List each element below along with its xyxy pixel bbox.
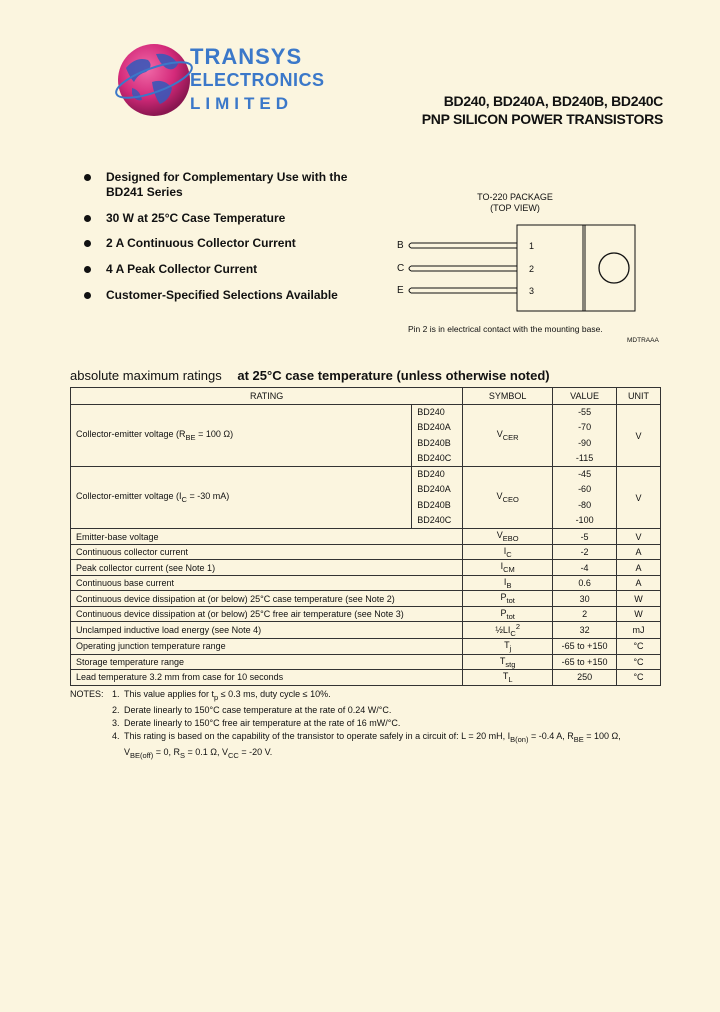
pin-letter: E xyxy=(397,285,404,296)
value-cell: -65 to +150 xyxy=(553,654,617,670)
symbol-cell: $P_{tot}$ xyxy=(463,591,553,607)
note-row: 2. Derate linearly to 150°C case temperature at the rate of 0.24 W/°C. xyxy=(112,704,392,715)
package-title xyxy=(460,192,570,214)
rating-cell: Lead temperature 3.2 mm from case for 10 seconds xyxy=(71,670,463,686)
value-cell: 30 xyxy=(553,591,617,607)
table-row xyxy=(71,591,661,607)
unit-cell: V xyxy=(617,405,661,467)
device-list: BD240 BD240A BD240B BD240C xyxy=(412,405,463,467)
notes xyxy=(70,688,621,761)
unit-cell: °C xyxy=(617,670,661,686)
notes-label: NOTES: xyxy=(70,689,104,699)
note-row: $V_{BE(off)} = 0$, $R_S = 0.1$ Ω, $V_{CC} = -20$ V. xyxy=(124,746,273,760)
table-row xyxy=(71,529,661,545)
package-title-line: TO-220 PACKAGE xyxy=(477,192,553,202)
pin-number: 1 xyxy=(529,241,535,251)
part-numbers: BD240, BD240A, BD240B, BD240C xyxy=(443,93,663,109)
header-rating: RATING xyxy=(71,388,463,405)
unit-cell: A xyxy=(617,575,661,591)
rating-cell: Continuous device dissipation at (or below) 25°C case temperature (see Note 2) xyxy=(71,591,463,607)
bullet-icon xyxy=(84,215,91,222)
bullet-icon xyxy=(84,292,91,299)
value-list: -45 -60 -80 -100 xyxy=(553,467,617,529)
subtitle: PNP SILICON POWER TRANSISTORS xyxy=(421,111,663,127)
header-symbol: SYMBOL xyxy=(463,388,553,405)
symbol-cell: $I_{CM}$ xyxy=(463,560,553,576)
symbol-cell: $\frac{1}{2}LI_C^2$ xyxy=(463,622,553,639)
rating-cell: Collector-emitter voltage ($R_{BE} = 100$ Ω) xyxy=(71,405,412,467)
table-header-row xyxy=(71,388,661,405)
note-row: 4. This rating is based on the capability of the transistor to operate safely in a circuit of: L = 20 mH, $I_{B(on)} = -0.4$ A, $R_{BE} = 100$ Ω, xyxy=(112,730,621,744)
symbol-cell: $V_{CEO}$ xyxy=(463,467,553,529)
logo-line-3: LIMITED xyxy=(190,94,293,113)
logo-line-2: ELECTRONICS xyxy=(190,70,325,90)
symbol-cell: $I_C$ xyxy=(463,544,553,560)
unit-cell: A xyxy=(617,560,661,576)
unit-cell: °C xyxy=(617,639,661,655)
rating-cell: Storage temperature range xyxy=(71,654,463,670)
table-row xyxy=(71,575,661,591)
rating-cell: Continuous base current xyxy=(71,575,463,591)
symbol-cell: $P_{tot}$ xyxy=(463,606,553,622)
package-title-line: (TOP VIEW) xyxy=(490,203,540,213)
table-row xyxy=(71,606,661,622)
value-cell: -65 to +150 xyxy=(553,639,617,655)
bullet-icon xyxy=(84,266,91,273)
unit-cell: mJ xyxy=(617,622,661,639)
package-note: Pin 2 is in electrical contact with the mounting base. xyxy=(408,324,603,334)
simple-rows xyxy=(71,529,661,685)
unit-cell: A xyxy=(617,544,661,560)
logo-line-1: TRANSYS xyxy=(190,44,303,69)
unit-cell: V xyxy=(617,467,661,529)
symbol-cell: $V_{EBO}$ xyxy=(463,529,553,545)
symbol-cell: $I_B$ xyxy=(463,575,553,591)
note-row: 3. Derate linearly to 150°C free air temperature at the rate of 16 mW/°C. xyxy=(112,717,401,728)
rating-cell: Operating junction temperature range xyxy=(71,639,463,655)
rating-cell: Unclamped inductive load energy (see Note 4) xyxy=(71,622,463,639)
table-row xyxy=(71,622,661,639)
ratings-title: absolute maximum ratings xyxy=(70,368,222,383)
device-list: BD240 BD240A BD240B BD240C xyxy=(412,467,463,529)
table-row xyxy=(71,670,661,686)
symbol-cell: $T_L$ xyxy=(463,670,553,686)
ratings-subtitle: at 25°C case temperature (unless otherwise noted) xyxy=(237,368,550,383)
value-cell: 2 xyxy=(553,606,617,622)
pin-letter: B xyxy=(397,240,404,251)
symbol-cell: $T_{stg}$ xyxy=(463,654,553,670)
rating-cell: Collector-emitter voltage ($I_C = -30$ mA) xyxy=(71,467,412,529)
unit-cell: W xyxy=(617,606,661,622)
header-unit: UNIT xyxy=(617,388,661,405)
value-cell: -2 xyxy=(553,544,617,560)
unit-cell: W xyxy=(617,591,661,607)
rating-cell: Peak collector current (see Note 1) xyxy=(71,560,463,576)
feature-text: Customer-Specified Selections Available xyxy=(106,288,338,302)
globe-logo-icon xyxy=(112,38,196,122)
to220-package-diagram xyxy=(395,222,645,317)
rating-cell: Continuous device dissipation at (or below) 25°C free air temperature (see Note 3) xyxy=(71,606,463,622)
table-row xyxy=(71,560,661,576)
table-row xyxy=(71,639,661,655)
header-titles xyxy=(422,92,663,128)
symbol-cell: $T_j$ xyxy=(463,639,553,655)
pin-letter: C xyxy=(397,263,405,274)
rating-cell: Continuous collector current xyxy=(71,544,463,560)
package-code: MDTRAAA xyxy=(627,337,659,344)
value-cell: 32 xyxy=(553,622,617,639)
feature-text: 2 A Continuous Collector Current xyxy=(106,236,296,250)
feature-text: 30 W at 25°C Case Temperature xyxy=(106,211,286,225)
note-row: NOTES: 1. This value applies for $t_p \le 0.3$ ms, duty cycle ≤ 10%. xyxy=(70,689,331,702)
value-cell: -5 xyxy=(553,529,617,545)
symbol-cell: $V_{CER}$ xyxy=(463,405,553,467)
table-row xyxy=(71,467,661,529)
ratings-heading xyxy=(70,368,550,383)
feature-text: BD241 Series xyxy=(106,185,183,199)
table-row xyxy=(71,405,661,467)
feature-text: Designed for Complementary Use with the xyxy=(106,170,348,184)
bullet-icon xyxy=(84,174,91,181)
value-cell: 250 xyxy=(553,670,617,686)
feature-text: 4 A Peak Collector Current xyxy=(106,262,258,276)
bullet-icon xyxy=(84,240,91,247)
pin-number: 2 xyxy=(529,264,535,274)
value-list: -55 -70 -90 -115 xyxy=(553,405,617,467)
header-value: VALUE xyxy=(553,388,617,405)
ratings-table xyxy=(70,387,661,686)
rating-cell: Emitter-base voltage xyxy=(71,529,463,545)
table-row xyxy=(71,654,661,670)
unit-cell: °C xyxy=(617,654,661,670)
unit-cell: V xyxy=(617,529,661,545)
pin-number: 3 xyxy=(529,286,535,296)
value-cell: -4 xyxy=(553,560,617,576)
table-row xyxy=(71,544,661,560)
value-cell: 0.6 xyxy=(553,575,617,591)
